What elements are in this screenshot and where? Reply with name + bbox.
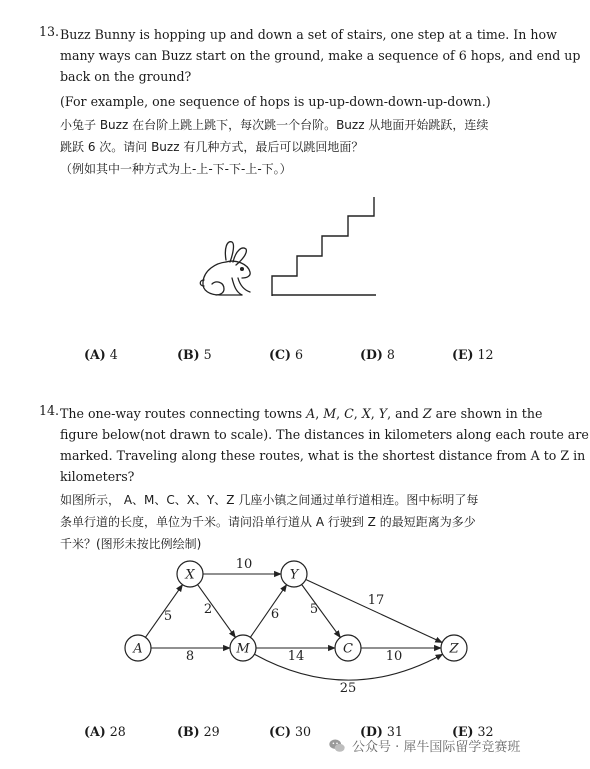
choice-value: 32: [477, 724, 494, 739]
node-z: [441, 635, 467, 661]
question-14: [39, 403, 589, 555]
choice-value: 5: [203, 347, 212, 362]
node-c: [335, 635, 361, 661]
question-13: [39, 24, 581, 180]
choice-value: 29: [203, 724, 220, 739]
edge-weight-label: 17: [367, 593, 385, 608]
choice-a[interactable]: [84, 347, 118, 362]
question-text-zh-line: 如图所示， A、M、C、X、Y、Z 几座小镇之间通过单行道相连。图中标明了每: [60, 493, 479, 507]
watermark: [328, 736, 520, 755]
node-m: [230, 635, 256, 661]
choice-label: (D): [360, 347, 383, 362]
question-text-line: many ways can Buzz start on the ground, make a sequence of 6 hops, and end up: [60, 48, 581, 63]
svg-text:M: M: [236, 641, 250, 657]
question-text-zh-line: 小兔子 Buzz 在台阶上跳上跳下，每次跳一个台阶。Buzz 从地面开始跳跃，连续: [60, 118, 489, 132]
choice-d[interactable]: [360, 347, 395, 362]
choice-value: 30: [294, 724, 311, 739]
edge-m-y: [250, 585, 286, 638]
edge-weight-label: 10: [385, 649, 403, 664]
staircase: [272, 197, 376, 296]
choice-b[interactable]: [177, 347, 212, 362]
node-a: [125, 635, 151, 661]
edge-weight-label: 25: [339, 681, 357, 696]
choice-label: (E): [452, 347, 474, 362]
node-x: [177, 561, 203, 587]
choice-a[interactable]: [84, 724, 126, 739]
choice-label: (A): [84, 724, 106, 739]
svg-text:X: X: [185, 567, 195, 583]
question-text-line: back on the ground?: [60, 69, 192, 84]
graph-edges: [145, 574, 442, 680]
question-text-line: Buzz Bunny is hopping up and down a set of stairs, one step at a time. In how: [60, 27, 557, 42]
choice-label: (C): [269, 347, 291, 362]
question-number: 13.: [39, 24, 60, 39]
choice-label: (D): [360, 724, 383, 739]
question-text-line: kilometers?: [60, 469, 135, 484]
choice-b[interactable]: [177, 724, 220, 739]
question-text-zh-line: 跳跃 6 次。请问 Buzz 有几种方式，最后可以跳回地面？: [60, 140, 364, 154]
question-text-zh-line: 千米？(图形未按比例绘制): [60, 537, 202, 551]
svg-text:A: A: [133, 641, 143, 657]
watermark-text: 公众号 · 犀牛国际留学竞赛班: [352, 740, 521, 755]
example-text: (For example, one sequence of hops is up-up-down-down-up-down.): [60, 94, 491, 109]
choice-value: 4: [109, 347, 118, 362]
example-text-zh: （例如其中一种方式为上-上-下-下-上-下。）: [60, 162, 292, 176]
choice-value: 28: [109, 724, 126, 739]
choice-label: (B): [177, 724, 200, 739]
choice-value: 31: [386, 724, 403, 739]
edge-weight-label: 8: [185, 649, 195, 664]
route-graph: [118, 556, 476, 698]
edge-weight-label: 14: [287, 649, 305, 664]
edge-weight-label: 5: [309, 602, 319, 617]
edge-weight-label: 2: [203, 602, 213, 617]
wechat-icon: [328, 737, 346, 755]
edge-weight-label: 10: [235, 557, 253, 572]
question-text-line: The one-way routes connecting towns A, M, C, X, Y, and Z are shown in the: [60, 406, 543, 421]
edge-weight-label: 6: [270, 607, 280, 622]
choice-c[interactable]: [269, 724, 311, 739]
graph-nodes: [125, 561, 467, 661]
svg-text:Z: Z: [449, 641, 459, 657]
choice-label: (A): [84, 347, 106, 362]
node-y: [281, 561, 307, 587]
svg-text:Y: Y: [289, 567, 299, 583]
choice-label: (E): [452, 724, 474, 739]
choice-c[interactable]: [269, 347, 303, 362]
question-text-line: marked. Traveling along these routes, what is the shortest distance from A to Z in: [60, 448, 586, 463]
choice-e[interactable]: [452, 347, 494, 362]
bunny-stairs-figure: [196, 196, 382, 300]
edge-weight-label: 5: [163, 609, 173, 624]
choice-label: (C): [269, 724, 291, 739]
question-text-zh-line: 条单行道的长度，单位为千米。请问沿单行道从 A 行驶到 Z 的最短距离为多少: [60, 515, 476, 529]
edge-y-z: [306, 579, 442, 642]
question-number: 14.: [39, 403, 60, 418]
choice-value: 12: [477, 347, 494, 362]
question-text-line: figure below(not drawn to scale). The distances in kilometers along each route are: [60, 427, 589, 442]
bunny-icon: [200, 242, 250, 295]
choice-value: 8: [386, 347, 395, 362]
choice-value: 6: [294, 347, 303, 362]
svg-text:C: C: [343, 641, 353, 657]
choice-label: (B): [177, 347, 200, 362]
